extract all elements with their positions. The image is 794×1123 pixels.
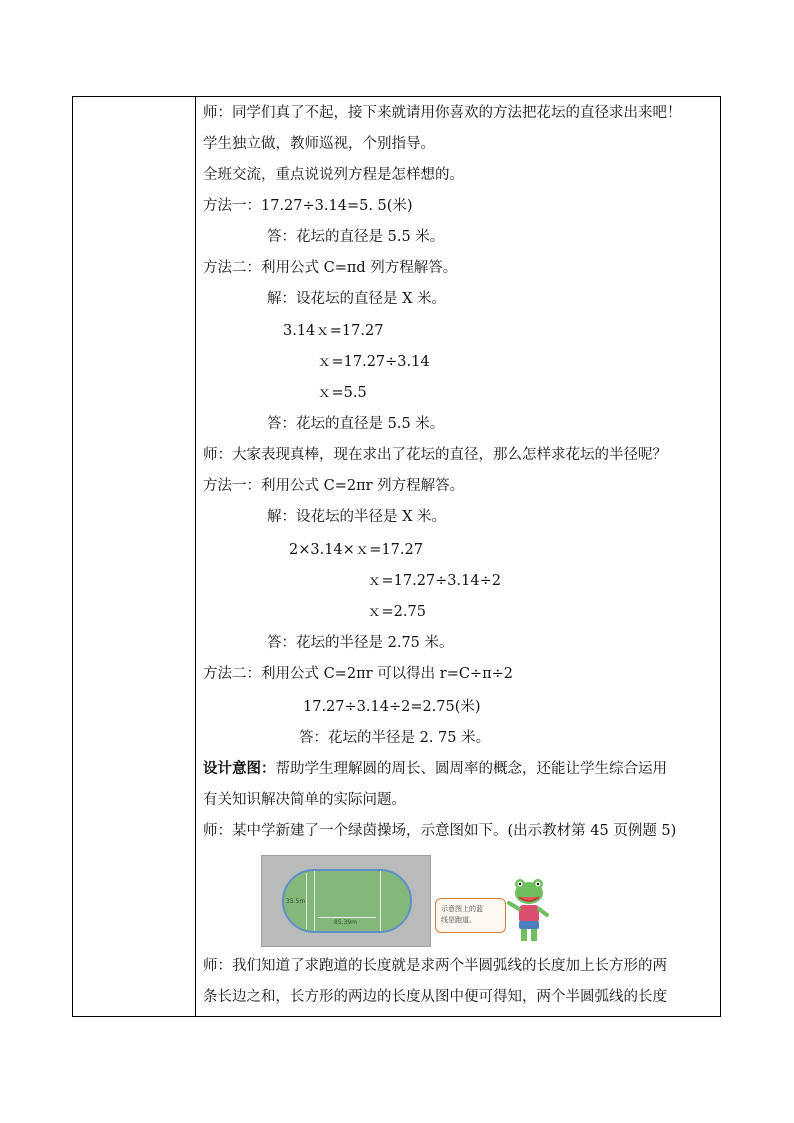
text-line: 方法一：17.27÷3.14=5. 5(米) [203,198,413,214]
text-line: 条长边之和，长方形的两边的长度从图中便可得知，两个半圆弧线的长度 [203,989,667,1005]
design-intent-text: 帮助学生理解圆的周长、圆周率的概念，还能让学生综合运用 [275,761,667,777]
equation-line: ｘ=2.75 [367,604,426,620]
equation-line: 2×3.14×ｘ=17.27 [289,542,423,558]
text-line: 答：花坛的直径是 5.5 米。 [267,416,445,432]
equation-line: ｘ=5.5 [317,385,367,401]
text-line: 师：大家表现真棒，现在求出了花坛的直径，那么怎样求花坛的半径呢？ [203,447,667,463]
speech-bubble [435,898,506,933]
text-line: 师：某中学新建了一个绿茵操场，示意图如下。(出示教材第 45 页例题 5) [203,823,677,839]
length-label: 85.39m [334,919,358,926]
bubble-text-line: 线是跑道。 [441,916,476,924]
running-track [282,869,412,933]
width-label: 35.5m [286,898,306,905]
text-line: 答：花坛的半径是 2.75 米。 [267,635,454,651]
equation-line: 17.27÷3.14÷2=2.75(米) [303,699,481,715]
width-arrow [306,873,307,929]
equation-line: 3.14ｘ=17.27 [283,323,384,339]
playground-figure [261,855,431,947]
text-line: 方法二：利用公式 C=2πr 可以得出 r=C÷π÷2 [203,666,513,682]
text-line: 全班交流，重点说说列方程是怎样想的。 [203,167,464,183]
text-line: 师：我们知道了求跑道的长度就是求两个半圆弧线的长度加上长方形的两 [203,958,667,974]
text-line: 解：设花坛的直径是 X 米。 [267,291,447,307]
field-boundary-left [314,871,315,931]
text-line: 师：同学们真了不起，接下来就请用你喜欢的方法把花坛的直径求出来吧！ [203,105,682,121]
column-divider [195,97,196,1016]
equation-line: ｘ=17.27÷3.14÷2 [367,573,501,589]
field-boundary-right [380,871,381,931]
frog-mascot-icon [505,875,553,945]
text-line: 答：花坛的直径是 5.5 米。 [267,229,445,245]
lesson-table [72,96,721,1017]
text-line: 方法一：利用公式 C=2πr 列方程解答。 [203,478,465,494]
design-intent-label: 设计意图： [203,760,276,777]
bubble-text-line: 示意图上的蓝 [441,905,483,913]
design-intent [203,759,667,779]
text-line: 有关知识解决简单的实际问题。 [203,792,406,808]
length-arrow [318,917,376,918]
text-line: 解：设花坛的半径是 X 米。 [267,509,447,525]
text-line: 答：花坛的半径是 2. 75 米。 [299,730,491,746]
text-line: 学生独立做，教师巡视，个别指导。 [203,136,435,152]
equation-line: ｘ=17.27÷3.14 [317,354,430,370]
text-line: 方法二：利用公式 C=πd 列方程解答。 [203,260,458,276]
